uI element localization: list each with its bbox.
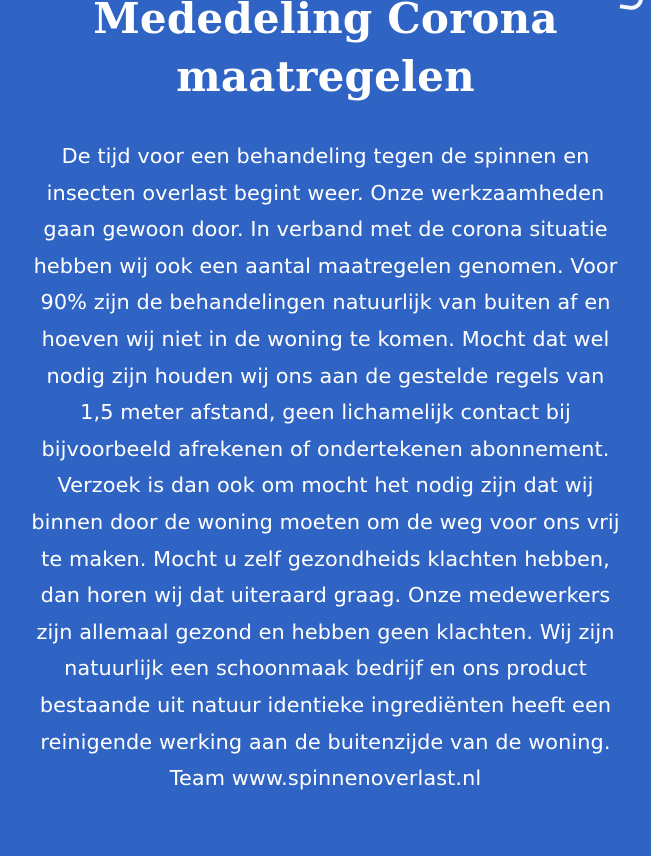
page-title — [20, 0, 631, 106]
body-line: natuurlijk een schoonmaak bedrijf en ons product — [64, 656, 587, 681]
body-line: Verzoek is dan ook om mocht het nodig zijn dat wij — [57, 473, 594, 498]
announcement-body — [0, 138, 651, 797]
body-line: dan horen wij dat uiteraard graag. Onze medewerkers — [40, 583, 611, 608]
title-line: maatregelen — [176, 52, 475, 101]
body-line: hebben wij ook een aantal maatregelen genomen. Voor — [33, 253, 618, 278]
signature-line: Team www.spinnenoverlast.nl — [169, 766, 482, 791]
body-line: De tijd voor een behandeling tegen de spinnen en — [61, 144, 590, 168]
body-line: zijn allemaal gezond en hebben geen klachten. Wij zijn — [36, 619, 615, 644]
body-line: insecten overlast begint weer. Onze werkzaamheden — [46, 180, 605, 205]
title-line: Mededeling Corona — [93, 0, 558, 43]
body-line: 90% zijn de behandelingen natuurlijk van buiten af en — [40, 290, 611, 315]
body-line: reinigende werking aan de buitenzijde van de woning. — [40, 729, 611, 754]
body-line: hoeven wij niet in de woning te komen. Mocht dat wel — [41, 326, 610, 351]
body-line: 1,5 meter afstand, geen lichamelijk contact bij — [80, 400, 571, 425]
body-line: nodig zijn houden wij ons aan de gestelde regels van — [46, 363, 605, 388]
body-line: gaan gewoon door. In verband met de corona situatie — [43, 217, 608, 242]
body-line: bestaande uit natuur identieke ingrediënten heeft een — [39, 692, 612, 717]
body-line: te maken. Mocht u zelf gezondheids klachten hebben, — [41, 546, 610, 571]
body-line: bijvoorbeeld afrekenen of ondertekenen abonnement. — [41, 436, 610, 461]
body-line: binnen door de woning moeten om de weg voor ons vrij — [31, 509, 620, 534]
